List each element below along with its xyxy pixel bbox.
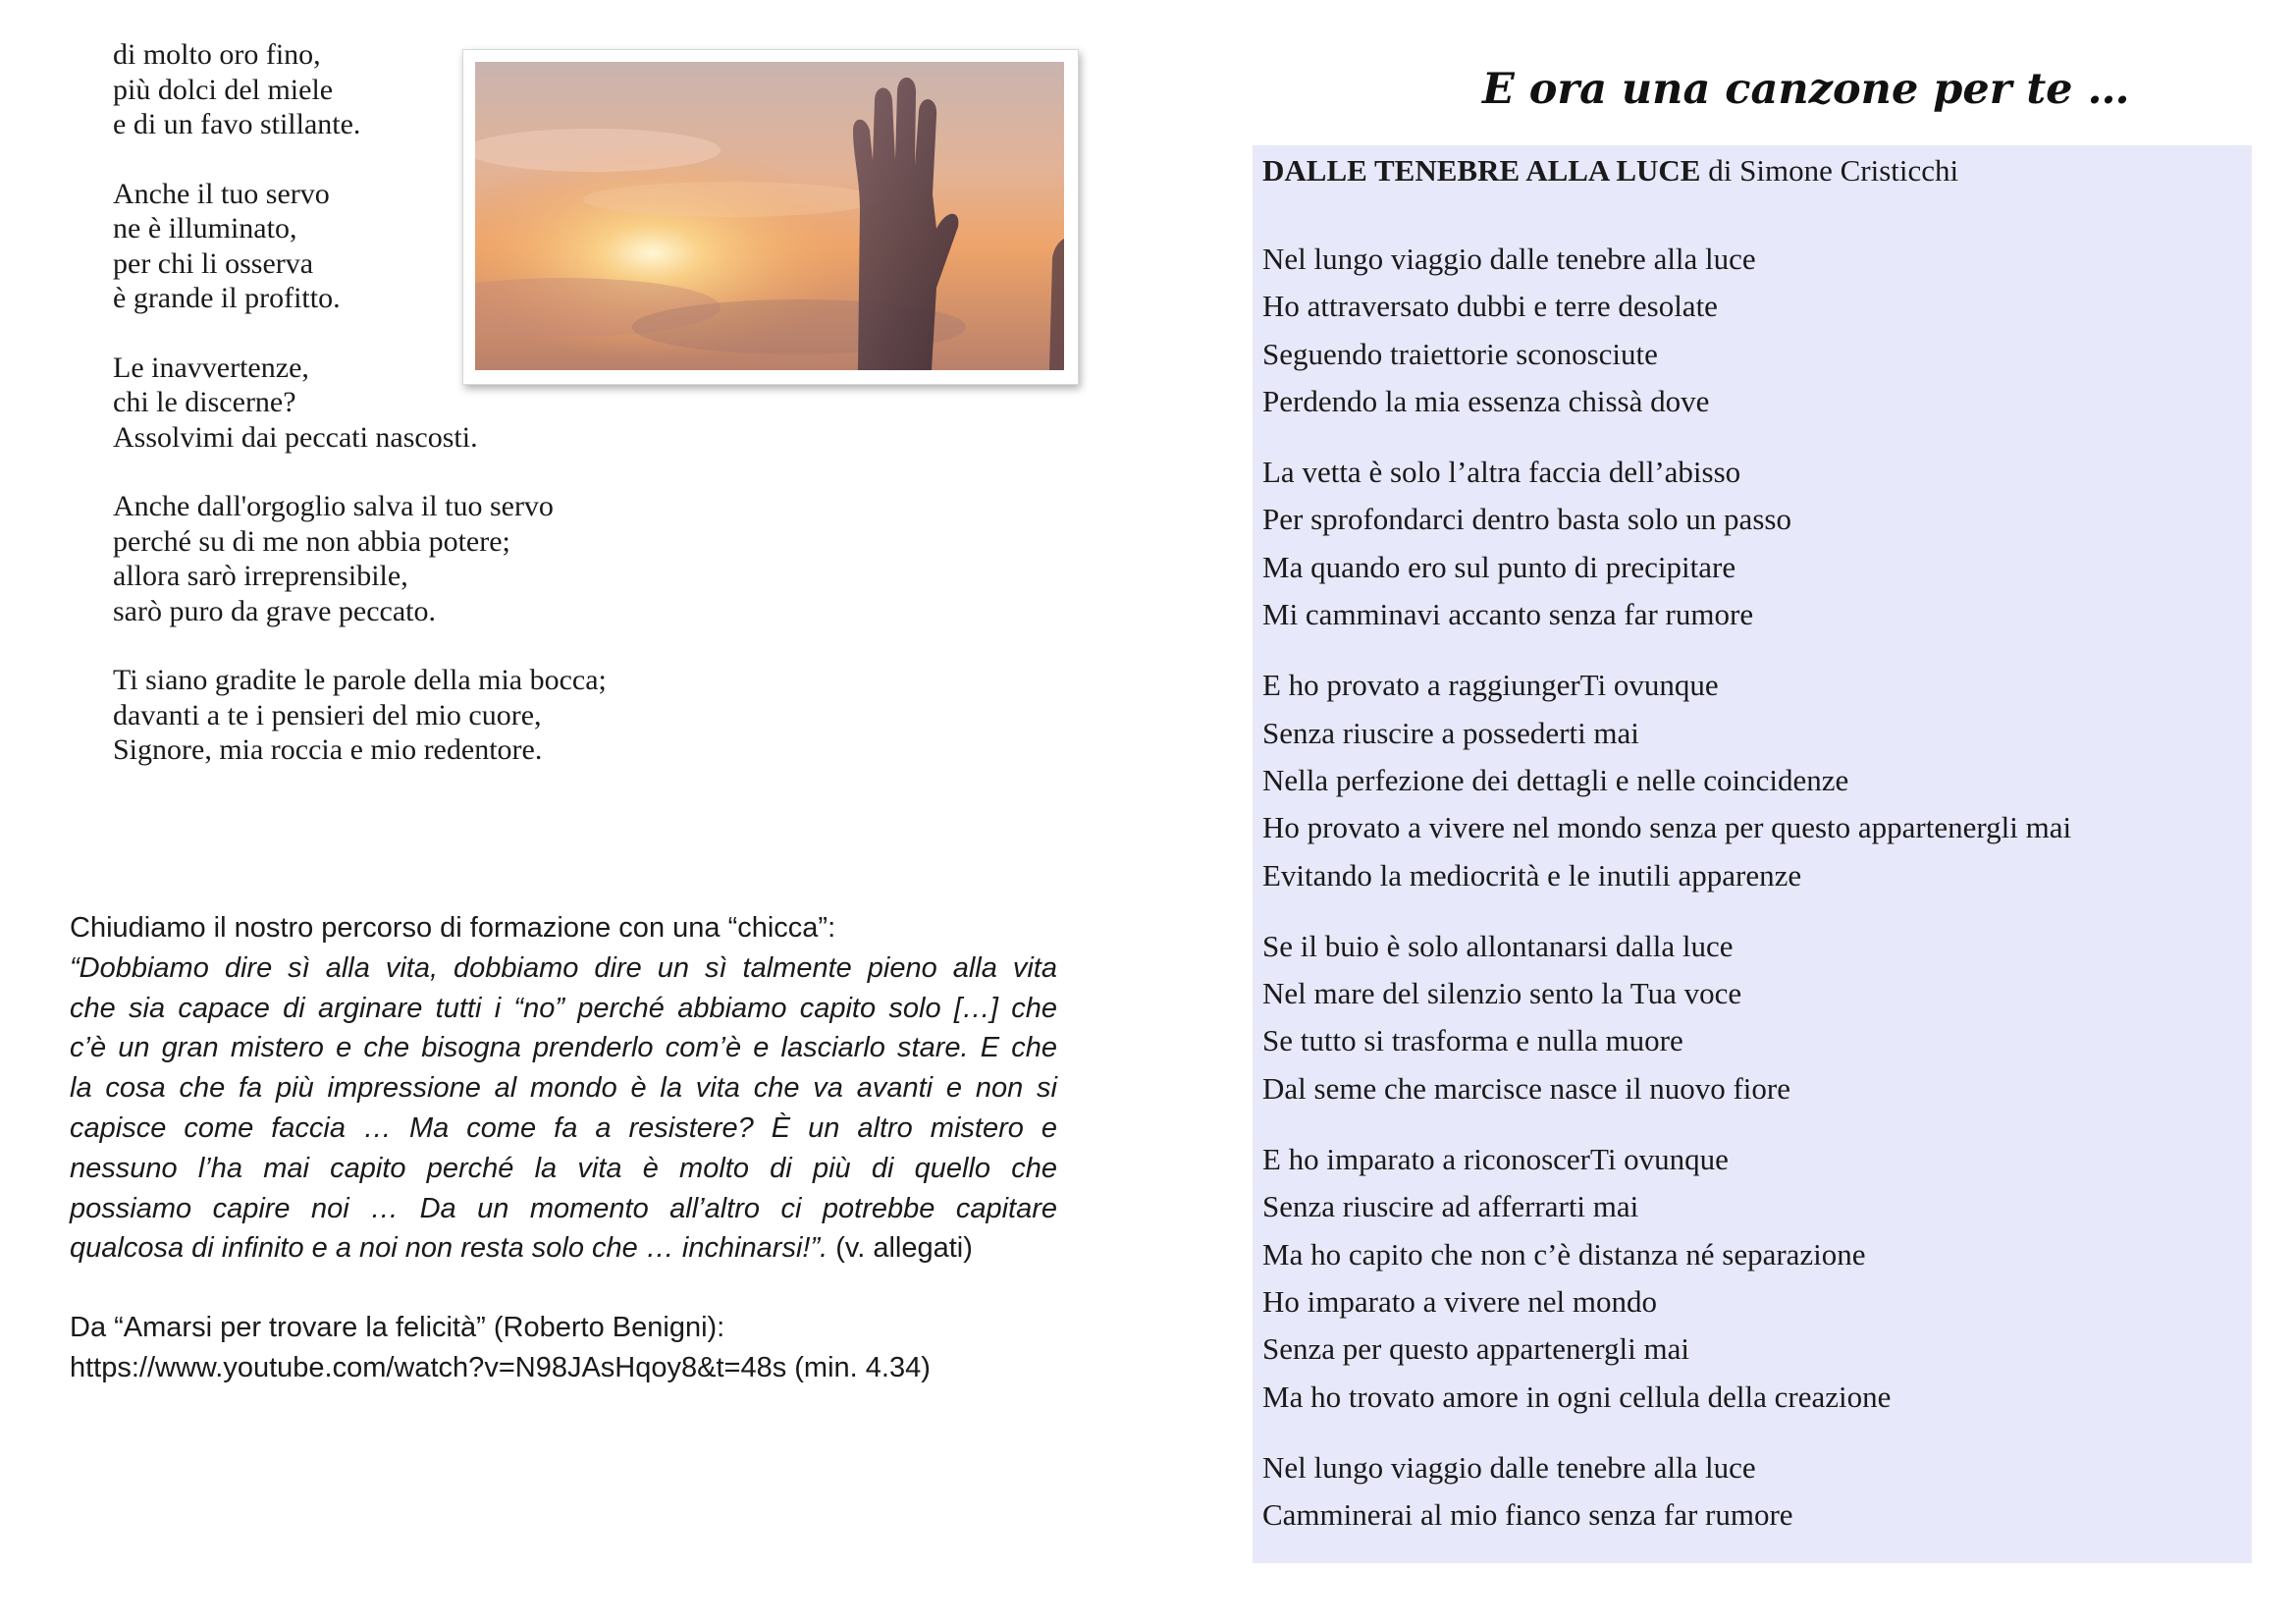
lyric-line: E ho provato a raggiungerTi ovunque	[1262, 668, 1719, 703]
psalm-line: perché su di me non abbia potere;	[113, 524, 510, 558]
psalm-line: Signore, mia roccia e mio redentore.	[113, 733, 543, 766]
psalm-line: Ti siano gradite le parole della mia bocca;	[113, 664, 607, 696]
song-title-line	[1262, 153, 1958, 189]
quote-line: “Dobbiamo dire sì alla vita, dobbiamo dire un sì talmente pieno alla vita	[70, 951, 1057, 984]
lyric-line: Evitando la mediocrità e le inutili apparenze	[1262, 857, 1802, 893]
lyric-line: Dal seme che marcisce nasce il nuovo fiore	[1262, 1070, 1790, 1106]
psalm-line: chi le discerne?	[113, 386, 296, 418]
song-verse	[1262, 236, 2244, 425]
psalm-line: sarò puro da grave peccato.	[113, 594, 437, 627]
quote-line: capisce come faccia … Ma come fa a resistere? È un altro mistero e	[70, 1111, 1057, 1144]
quote-line: la cosa che fa più impressione al mondo è la vita che va avanti e non si	[70, 1072, 1057, 1105]
psalm-line: è grande il profitto.	[113, 282, 341, 314]
psalm-line: di molto oro fino,	[113, 38, 321, 71]
song-lyrics-box	[1253, 145, 2252, 1563]
lyric-line: Nel mare del silenzio sento la Tua voce	[1262, 976, 1742, 1011]
lyric-line: Ma quando ero sul punto di precipitare	[1262, 549, 1736, 584]
lyric-line: Mi camminavi accanto senza far rumore	[1262, 597, 1754, 632]
lyric-line: Nel lungo viaggio dalle tenebre alla luce	[1262, 242, 1756, 276]
lyric-line: Perdendo la mia essenza chissà dove	[1262, 383, 1710, 418]
psalm-line: Anche dall'orgoglio salva il tuo servo	[113, 490, 554, 522]
quote-line-last	[70, 1228, 1057, 1269]
song-verse	[1262, 1444, 2244, 1540]
song-verse	[1262, 1136, 2244, 1421]
quote-line: nessuno l’ha mai capito perché la vita è molto di più di quello che	[70, 1152, 1057, 1184]
closing-intro: Chiudiamo il nostro percorso di formazione con una “chicca”:	[70, 912, 836, 944]
sunset-hand-image	[475, 62, 1064, 370]
lyric-line: Se il buio è solo allontanarsi dalla luce	[1262, 928, 1734, 963]
psalm-line: Anche il tuo servo	[113, 177, 330, 210]
quote-line: qualcosa di infinito e a noi non resta solo che … inchinarsi!”.	[70, 1232, 828, 1265]
video-link[interactable]: https://www.youtube.com/watch?v=N98JAsHqoy8&t=48s (min. 4.34)	[70, 1351, 931, 1383]
psalm-line: Le inavvertenze,	[113, 351, 309, 384]
closing-section	[70, 908, 1057, 1388]
lyric-line: Per sprofondarci dentro basta solo un passo	[1262, 502, 1791, 537]
song-verse	[1262, 923, 2244, 1112]
quote-line: c’è un gran mistero e che bisogna prenderlo com’è e lasciarlo stare. E che	[70, 1032, 1057, 1064]
lyric-line: Se tutto si trasforma e nulla muore	[1262, 1023, 1683, 1058]
lyric-line: Senza per questo appartenergli mai	[1262, 1331, 1689, 1367]
quote-line: che sia capace di arginare tutti i “no” perché abbiamo capito solo […] che	[70, 992, 1057, 1024]
lyric-line: Ho imparato a vivere nel mondo	[1262, 1283, 1658, 1319]
lyric-line: Seguendo traiettorie sconosciute	[1262, 336, 1658, 371]
benigni-quote	[70, 948, 1057, 1269]
lyric-line: Senza riuscire a possederti mai	[1262, 715, 1639, 750]
psalm-line: ne è illuminato,	[113, 212, 297, 244]
song-author: di Simone Cristicchi	[1700, 153, 1959, 188]
sunset-hand-photo	[462, 49, 1079, 385]
lyric-line: Camminerai al mio fianco senza far rumore	[1262, 1497, 1793, 1533]
psalm-line: davanti a te i pensieri del mio cuore,	[113, 698, 542, 731]
quote-line: possiamo capire noi … Da un momento all’altro ci potrebbe capitare	[70, 1192, 1057, 1224]
lyric-line: Senza riuscire ad afferrarti mai	[1262, 1189, 1639, 1224]
lyric-line: Ma ho trovato amore in ogni cellula della creazione	[1262, 1379, 1892, 1414]
psalm-line: e di un favo stillante.	[113, 108, 361, 140]
lyric-line: Ma ho capito che non c’è distanza né separazione	[1262, 1236, 1866, 1272]
quote-reference: (v. allegati)	[828, 1232, 973, 1265]
psalm-line: per chi li osserva	[113, 246, 314, 280]
song-verse	[1262, 662, 2244, 898]
song-verse	[1262, 449, 2244, 638]
psalm-stanza	[113, 663, 702, 768]
song-lyrics	[1262, 236, 2244, 1562]
lyric-line: La vetta è solo l’altra faccia dell’abisso	[1262, 455, 1741, 490]
psalm-line: allora sarò irreprensibile,	[113, 560, 408, 592]
song-heading: E ora una canzone per te …	[1482, 65, 2130, 114]
lyric-line: Ho attraversato dubbi e terre desolate	[1262, 289, 1718, 324]
lyric-line: Nella perfezione dei dettagli e nelle coincidenze	[1262, 762, 1849, 797]
psalm-line: Assolvimi dai peccati nascosti.	[113, 420, 478, 454]
lyric-line: Ho provato a vivere nel mondo senza per questo appartenergli mai	[1262, 810, 2072, 845]
video-source: Da “Amarsi per trovare la felicità” (Roberto Benigni):	[70, 1312, 725, 1344]
lyric-line: E ho imparato a riconoscerTi ovunque	[1262, 1142, 1729, 1177]
psalm-line: più dolci del miele	[113, 73, 334, 106]
song-title: DALLE TENEBRE ALLA LUCE	[1262, 153, 1701, 188]
psalm-stanza	[113, 489, 702, 628]
lyric-line: Nel lungo viaggio dalle tenebre alla luce	[1262, 1449, 1756, 1485]
